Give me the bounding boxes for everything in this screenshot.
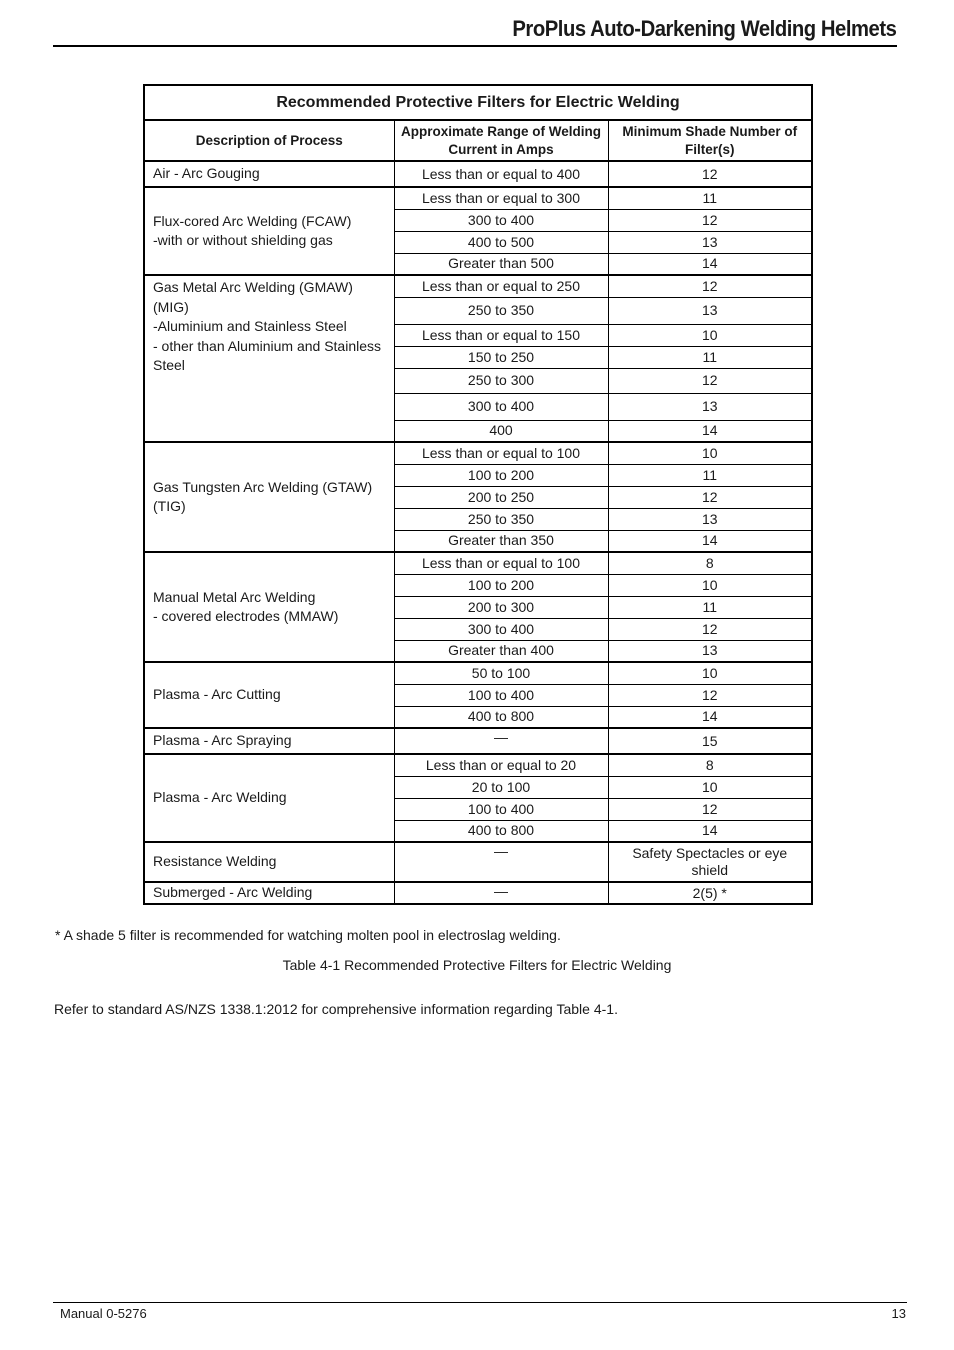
current-range-cell: 100 to 200 xyxy=(394,464,608,486)
current-range-cell: 400 to 500 xyxy=(394,231,608,253)
shade-number-cell: 15 xyxy=(608,728,812,754)
current-range-cell: 250 to 350 xyxy=(394,297,608,324)
shade-number-cell: 13 xyxy=(608,393,812,420)
current-range-cell: 400 xyxy=(394,420,608,442)
shade-number-cell: 13 xyxy=(608,640,812,662)
shade-number-cell: 11 xyxy=(608,596,812,618)
shade-number-cell: 12 xyxy=(608,486,812,508)
current-range-cell: Less than or equal to 300 xyxy=(394,187,608,209)
current-range-cell: Less than or equal to 250 xyxy=(394,275,608,297)
shade-number-cell: 10 xyxy=(608,662,812,684)
current-range-cell: Greater than 500 xyxy=(394,253,608,275)
shade-number-cell: 14 xyxy=(608,706,812,728)
table-row xyxy=(144,187,812,209)
current-range-cell: 300 to 400 xyxy=(394,393,608,420)
process-cell: Submerged - Arc Welding xyxy=(144,882,394,904)
table-row xyxy=(144,662,812,684)
current-range-cell: Greater than 400 xyxy=(394,640,608,662)
shade-number-cell: 13 xyxy=(608,297,812,324)
column-header-shade: Minimum Shade Number of Filter(s) xyxy=(608,120,812,161)
current-range-cell: 100 to 400 xyxy=(394,684,608,706)
current-range-cell: 300 to 400 xyxy=(394,618,608,640)
current-range-cell: — xyxy=(394,882,608,904)
shade-number-cell: 12 xyxy=(608,209,812,231)
column-header-process: Description of Process xyxy=(144,120,394,161)
current-range-cell: 250 to 350 xyxy=(394,508,608,530)
process-cell: Plasma - Arc Spraying xyxy=(144,728,394,754)
process-cell: Resistance Welding xyxy=(144,842,394,882)
current-range-cell: Less than or equal to 100 xyxy=(394,552,608,574)
current-range-cell: 100 to 400 xyxy=(394,798,608,820)
process-cell: Gas Metal Arc Welding (GMAW) (MIG) -Aluminium and Stainless Steel - other than Aluminium and Stainless Steel xyxy=(144,275,394,442)
table-row xyxy=(144,552,812,574)
shade-number-cell: 14 xyxy=(608,820,812,842)
shade-number-cell: 12 xyxy=(608,618,812,640)
table-row xyxy=(144,842,812,882)
process-cell: Plasma - Arc Cutting xyxy=(144,662,394,728)
shade-number-cell: 13 xyxy=(608,508,812,530)
current-range-cell: 300 to 400 xyxy=(394,209,608,231)
current-range-cell: Less than or equal to 150 xyxy=(394,324,608,346)
process-cell: Flux-cored Arc Welding (FCAW) -with or without shielding gas xyxy=(144,187,394,275)
shade-number-cell: 12 xyxy=(608,684,812,706)
table-row xyxy=(144,882,812,904)
shade-number-cell: 13 xyxy=(608,231,812,253)
shade-number-cell: 11 xyxy=(608,464,812,486)
table-row xyxy=(144,161,812,187)
current-range-cell: 50 to 100 xyxy=(394,662,608,684)
table-caption: Table 4-1 Recommended Protective Filters for Electric Welding xyxy=(282,957,672,973)
page-header-title: ProPlus Auto-Darkening Welding Helmets xyxy=(512,16,896,41)
shade-number-cell: 10 xyxy=(608,324,812,346)
current-range-cell: 400 to 800 xyxy=(394,706,608,728)
current-range-cell: 200 to 300 xyxy=(394,596,608,618)
process-cell: Plasma - Arc Welding xyxy=(144,754,394,842)
shade-number-cell: 12 xyxy=(608,798,812,820)
process-cell: Manual Metal Arc Welding - covered electrodes (MMAW) xyxy=(144,552,394,662)
shade-number-cell: 14 xyxy=(608,253,812,275)
shade-number-cell: Safety Spectacles or eye shield xyxy=(608,842,812,882)
shade-number-cell: 12 xyxy=(608,275,812,297)
shade-number-cell: 8 xyxy=(608,552,812,574)
table-title: Recommended Protective Filters for Electric Welding xyxy=(144,85,812,120)
table-row xyxy=(144,442,812,464)
table-body xyxy=(144,161,812,904)
shade-number-cell: 10 xyxy=(608,442,812,464)
shade-number-cell: 12 xyxy=(608,368,812,393)
protective-filters-table xyxy=(143,84,813,905)
header-divider xyxy=(53,45,897,47)
shade-number-cell: 2(5) * xyxy=(608,882,812,904)
shade-number-cell: 12 xyxy=(608,161,812,187)
current-range-cell: 20 to 100 xyxy=(394,776,608,798)
current-range-cell: 400 to 800 xyxy=(394,820,608,842)
shade-number-cell: 11 xyxy=(608,346,812,368)
current-range-cell: Less than or equal to 400 xyxy=(394,161,608,187)
current-range-cell: Less than or equal to 20 xyxy=(394,754,608,776)
table-row xyxy=(144,275,812,297)
shade-number-cell: 10 xyxy=(608,574,812,596)
current-range-cell: Less than or equal to 100 xyxy=(394,442,608,464)
page-number: 13 xyxy=(891,1306,906,1321)
current-range-cell: 250 to 300 xyxy=(394,368,608,393)
current-range-cell: 200 to 250 xyxy=(394,486,608,508)
current-range-cell: — xyxy=(394,842,608,882)
current-range-cell: — xyxy=(394,728,608,754)
table-footnote: * A shade 5 filter is recommended for watching molten pool in electroslag welding. xyxy=(55,927,561,943)
table-row xyxy=(144,754,812,776)
current-range-cell: 100 to 200 xyxy=(394,574,608,596)
current-range-cell: 150 to 250 xyxy=(394,346,608,368)
shade-number-cell: 14 xyxy=(608,420,812,442)
shade-number-cell: 11 xyxy=(608,187,812,209)
table-row xyxy=(144,728,812,754)
manual-number: Manual 0-5276 xyxy=(60,1306,147,1321)
shade-number-cell: 14 xyxy=(608,530,812,552)
current-range-cell: Greater than 350 xyxy=(394,530,608,552)
shade-number-cell: 10 xyxy=(608,776,812,798)
process-cell: Gas Tungsten Arc Welding (GTAW) (TIG) xyxy=(144,442,394,552)
footer-divider xyxy=(53,1302,907,1303)
shade-number-cell: 8 xyxy=(608,754,812,776)
reference-note: Refer to standard AS/NZS 1338.1:2012 for comprehensive information regarding Table 4-1. xyxy=(54,1001,618,1017)
process-cell: Air - Arc Gouging xyxy=(144,161,394,187)
column-header-current: Approximate Range of Welding Current in Amps xyxy=(394,120,608,161)
